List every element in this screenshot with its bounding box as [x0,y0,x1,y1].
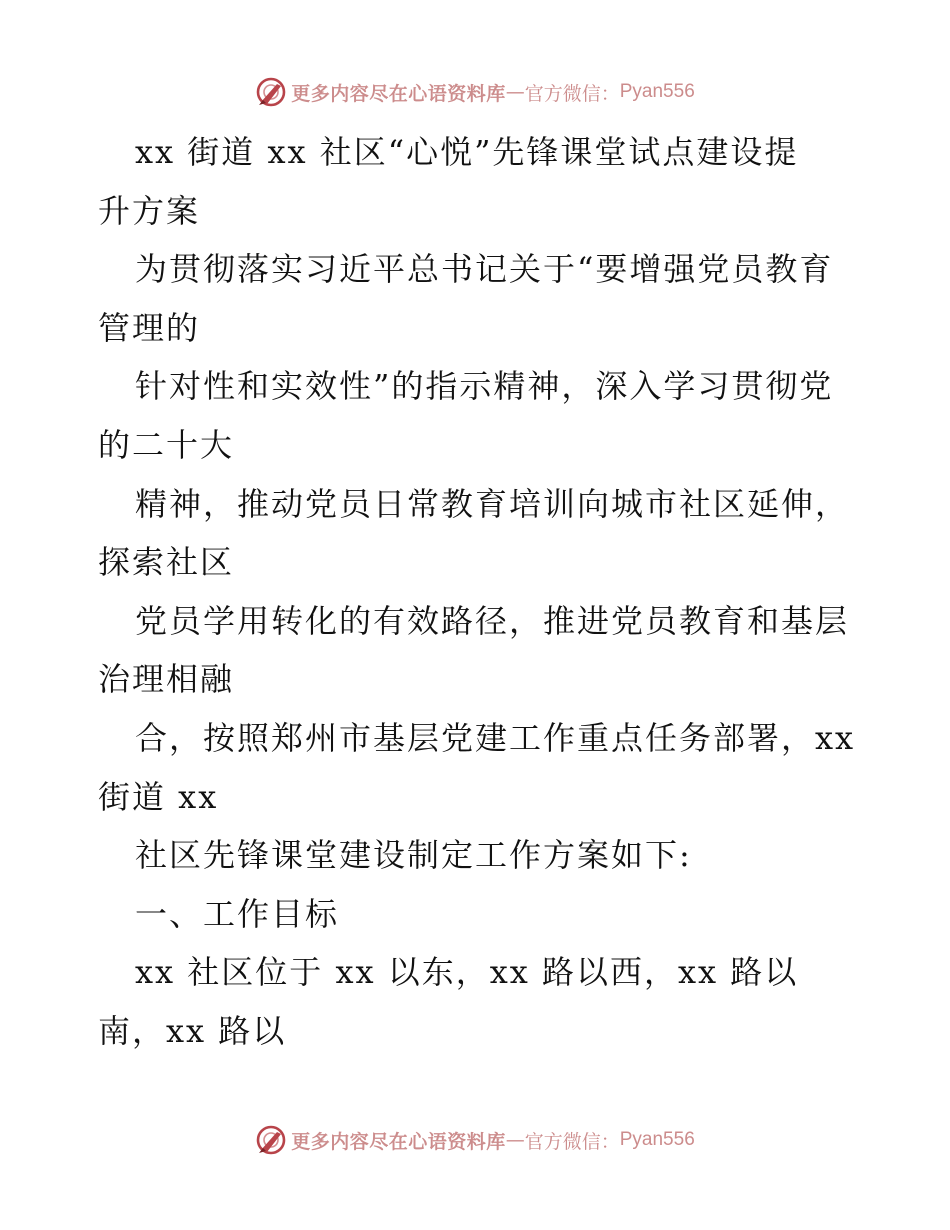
header-watermark-banner [0,72,950,112]
doc-title-line-1: xx 街道 xx 社区“心悦”先锋课堂试点建设提 [135,133,799,171]
doc-title-line-2: 升方案 [98,191,201,230]
doc-paragraph-line: 的二十大 [98,425,235,464]
watermark-wechat-id: Pyan556 [619,1129,695,1150]
watermark-site-text: 更多内容尽在心语资料库 [291,82,506,105]
watermark-dash: — [505,81,525,103]
doc-paragraph-line: 党员学用转化的有效路径，推进党员教育和基层 [135,601,850,640]
doc-paragraph-line: 街道 xx [98,777,219,816]
doc-paragraph-line: 探索社区 [98,543,235,582]
watermark-wechat-label: 官方微信： [524,82,620,105]
doc-section-heading: 一、工作目标 [135,894,340,933]
pen-logo-icon [255,1124,287,1156]
watermark-dash: — [505,1129,525,1151]
doc-paragraph-line: 合，按照郑州市基层党建工作重点任务部署，xx [135,718,856,757]
doc-paragraph-line: 治理相融 [98,660,235,699]
document-body [98,123,858,1061]
pen-logo-icon [255,76,287,108]
doc-paragraph-line: 精神，推动党员日常教育培训向城市社区延伸， [135,484,850,523]
doc-paragraph-line: 南，xx 路以 [98,1011,287,1050]
doc-paragraph-line: 为贯彻落实习近平总书记关于“要增强党员教育 [135,250,834,289]
doc-paragraph-line: xx 社区位于 xx 以东，xx 路以西，xx 路以 [135,953,799,992]
doc-paragraph-line: 针对性和实效性”的指示精神，深入学习贯彻党 [135,367,834,406]
doc-paragraph-line: 社区先锋课堂建设制定工作方案如下: [135,836,692,875]
watermark-site-text: 更多内容尽在心语资料库 [291,1130,506,1153]
doc-paragraph-line: 管理的 [98,308,201,347]
footer-watermark-banner [0,1120,950,1160]
watermark-wechat-id: Pyan556 [619,81,695,102]
watermark-wechat-label: 官方微信： [524,1130,620,1153]
